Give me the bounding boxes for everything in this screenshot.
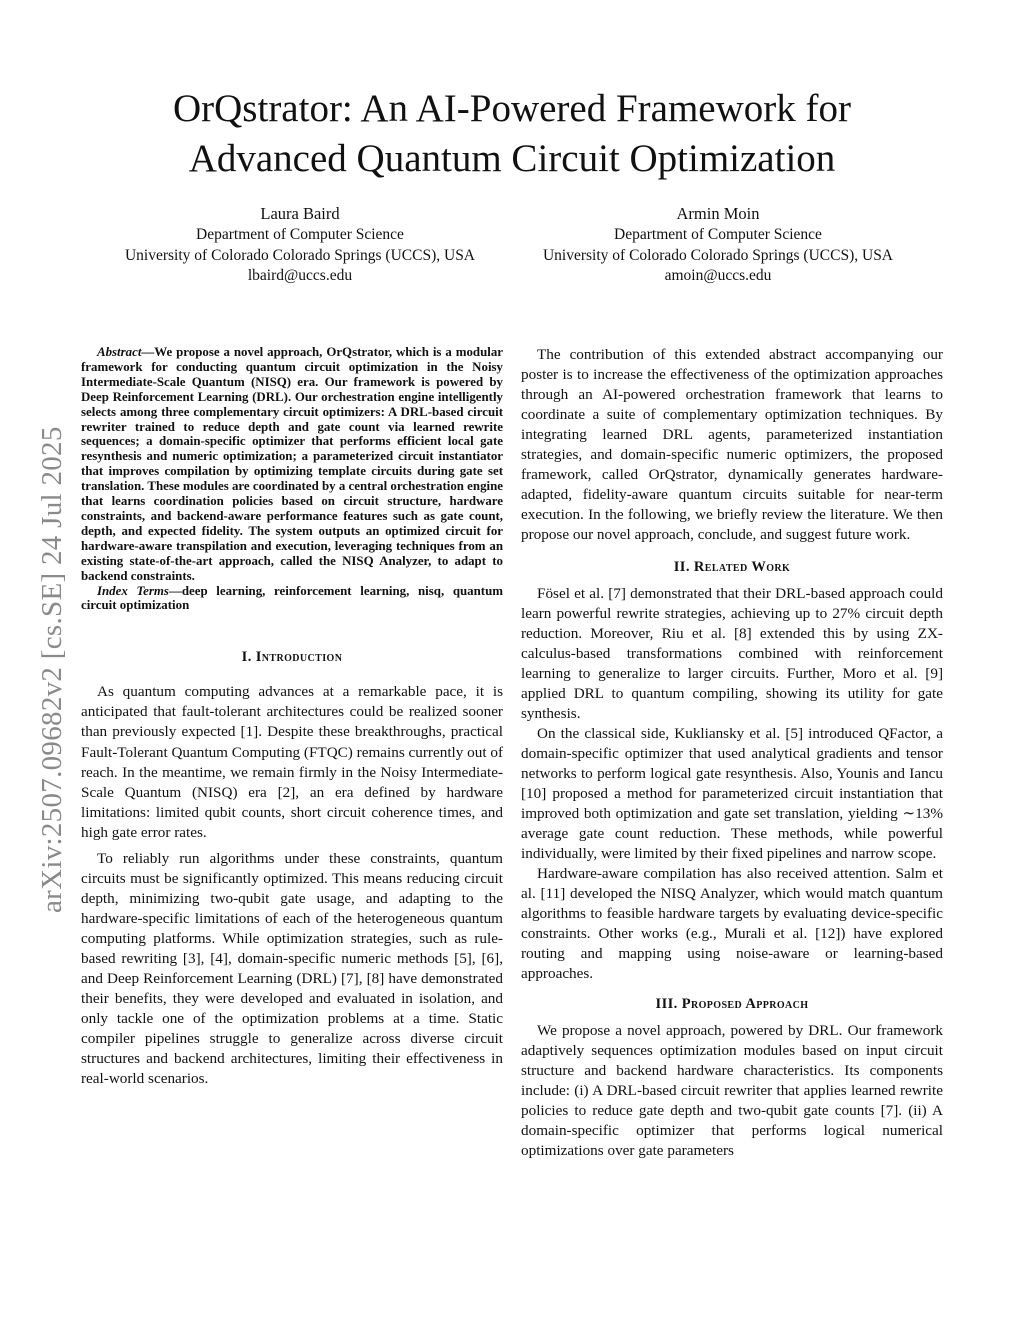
paragraph: We propose a novel approach, powered by DRL. Our framework adaptively sequences optimization modules based on input circuit structure and backend hardware characteristics. Its components include: (i) A DRL-based circuit rewriter that applies learned rewrite policies to reduce gate depth and two-qubit gate counts [7]. (ii) A domain-specific optimizer that performs logical numerical optimizations over gate parameters	[521, 1021, 943, 1159]
abstract-lead: Abstract	[97, 345, 142, 359]
section-heading-proposed-approach	[521, 994, 943, 1014]
section-title: Related Work	[693, 559, 791, 576]
section-numeral: II.	[673, 559, 690, 576]
author-affiliation: University of Colorado Colorado Springs (UCCS), USA	[124, 246, 476, 264]
right-column	[521, 345, 943, 1161]
arxiv-identifier: arXiv:2507.09682v2 [cs.SE] 24 Jul 2025	[36, 426, 68, 914]
paragraph: On the classical side, Kukliansky et al. [5] introduced QFactor, a domain-specific optimizer that used analytical gradients and tensor networks to perform logical gate resynthesis. Also, Younis and Iancu [10] proposed a method for parameterized circuit instantiation that improved both optimization and gate set translation, yielding ∼13% average gate count reduction. These methods, while powerful individually, were limited by their fixed pipelines and narrow scope.	[521, 724, 943, 863]
section-title: Introduction	[255, 649, 343, 666]
index-terms	[81, 584, 503, 614]
paragraph: As quantum computing advances at a remarkable pace, it is anticipated that fault-tolerant architectures could be realized sooner than previously expected [1]. Despite these breakthroughs, practical Fault-Tolerant Quantum Computing (FTQC) remains currently out of reach. In the meantime, we remain firmly in the Noisy Intermediate-Scale Quantum (NISQ) era [2], an era defined by hardware limitations: limited qubit counts, short circuit coherence times, and high gate error rates.	[81, 683, 504, 841]
paper-title-line-1: OrQstrator: An AI-Powered Framework for	[172, 87, 851, 130]
paragraph: Fösel et al. [7] demonstrated that their DRL-based approach could learn powerful rewrite strategies, achieving up to 27% circuit depth reduction. Moreover, Riu et al. [8] extended this by using ZX-calculus-based transformations combined with reinforcement learning to generalize to larger circuits. Further, Moro et al. [9] applied DRL to quantum compiling, showing its utility for gate synthesis.	[521, 584, 943, 722]
author-name: Laura Baird	[260, 204, 340, 223]
author-block-2	[508, 203, 928, 287]
section-numeral: I.	[241, 649, 252, 666]
author-department: Department of Computer Science	[614, 226, 822, 243]
left-column	[81, 345, 503, 1089]
author-affiliation: University of Colorado Colorado Springs (UCCS), USA	[542, 246, 894, 264]
author-email: amoin@uccs.edu	[664, 267, 772, 284]
author-email: lbaird@uccs.edu	[247, 267, 353, 284]
section-numeral: III.	[655, 996, 678, 1013]
author-block-1	[90, 203, 510, 287]
section-heading-introduction	[81, 647, 503, 667]
paper-title-line-2: Advanced Quantum Circuit Optimization	[188, 137, 836, 180]
author-name: Armin Moin	[676, 204, 760, 223]
section-title: Proposed Approach	[681, 996, 809, 1013]
index-terms-text: —deep learning, reinforcement learning, nisq, quantum circuit optimization	[81, 583, 503, 613]
paragraph: Hardware-aware compilation has also received attention. Salm et al. [11] developed the NISQ Analyzer, which would match quantum algorithms to feasible hardware targets by evaluating device-specific constraints. Other works (e.g., Murali et al. [12]) have explored routing and mapping using noise-aware or learning-based approaches.	[521, 865, 943, 983]
index-terms-lead: Index Terms	[97, 583, 169, 598]
abstract	[81, 345, 503, 584]
paragraph: The contribution of this extended abstract accompanying our poster is to increase the effectiveness of the optimization approaches through an AI-powered orchestration framework that learns to coordinate a suite of complementary optimization techniques. By integrating learned DRL agents, parameterized instantiation strategies, and domain-specific numeric optimizers, the proposed framework, called OrQstrator, dynamically generates hardware-adapted, fidelity-aware quantum circuits suitable for near-term execution. In the following, we briefly review the literature. We then propose our novel approach, conclude, and suggest future work.	[521, 346, 943, 544]
abstract-text: —We propose a novel approach, OrQstrator, which is a modular framework for conducting quantum circuit optimization in the Noisy Intermediate-Scale Quantum (NISQ) era. Our framework is powered by Deep Reinforcement Learning (DRL). Our orchestration engine intelligently selects among three complementary circuit optimizers: A DRL-based circuit rewriter trained to reduce depth and gate count via learned rewrite sequences; a domain-specific optimizer that performs efficient local gate resynthesis and numeric optimization; a parameterized circuit instantiator that improves compilation by optimizing template circuits during gate set translation. These modules are coordinated by a central orchestration engine that learns coordination policies based on circuit structure, hardware constraints, and backend-aware performance features such as gate count, depth, and expected fidelity. The system outputs an optimized circuit for hardware-aware transpilation and execution, leveraging techniques from an existing state-of-the-art approach, called the NISQ Analyzer, to adapt to backend constraints.	[81, 345, 503, 583]
author-department: Department of Computer Science	[196, 226, 404, 243]
paragraph: To reliably run algorithms under these constraints, quantum circuits must be significantly optimized. This means reducing circuit depth, minimizing two-qubit gate usage, and adapting to the hardware-specific limitations of each of the heterogeneous quantum computing platforms. While optimization strategies, such as rule-based rewriting [3], [4], domain-specific numeric methods [5], [6], and Deep Reinforcement Learning (DRL) [7], [8] have demonstrated their benefits, they were developed and evaluated in isolation, and only tackle one of the optimization problems at a time. Static compiler pipelines struggle to generalize across diverse circuit structures and backend architectures, limiting their effectiveness in real-world scenarios.	[81, 849, 503, 1088]
paper-title	[0, 84, 1024, 184]
section-heading-related-work	[521, 557, 943, 577]
